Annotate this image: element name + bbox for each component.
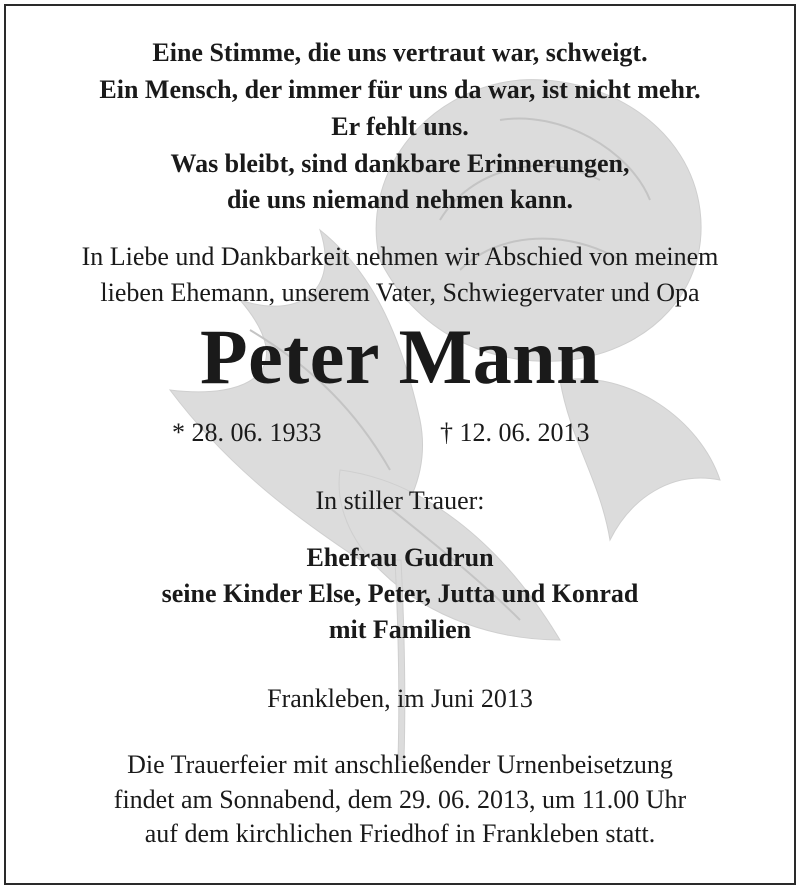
funeral-line: auf dem kirchlichen Friedhof in Frankleben statt. bbox=[144, 819, 656, 848]
verse-line: die uns niemand nehmen kann. bbox=[226, 185, 574, 214]
intro-line: In Liebe und Dankbarkeit nehmen wir Abschied von meinem bbox=[81, 242, 719, 271]
mourning-label: In stiller Trauer: bbox=[315, 486, 485, 515]
intro-line: lieben Ehemann, unserem Vater, Schwiegervater und Opa bbox=[100, 278, 700, 307]
mourner-line: mit Familien bbox=[328, 615, 472, 644]
death-date: † 12. 06. 2013 bbox=[440, 418, 590, 447]
verse-line: Eine Stimme, die uns vertraut war, schweigt. bbox=[152, 38, 648, 67]
place-date: Frankleben, im Juni 2013 bbox=[267, 684, 533, 713]
deceased-name: Peter Mann bbox=[200, 313, 600, 400]
verse-line: Was bleibt, sind dankbare Erinnerungen, bbox=[170, 149, 630, 178]
birth-date: * 28. 06. 1933 bbox=[172, 418, 322, 447]
verse-line: Er fehlt uns. bbox=[331, 112, 469, 141]
life-dates bbox=[0, 420, 800, 450]
mourner-line: Ehefrau Gudrun bbox=[306, 543, 494, 572]
mourner-line: seine Kinder Else, Peter, Jutta und Konrad bbox=[161, 579, 639, 608]
verse-line: Ein Mensch, der immer für uns da war, ist nicht mehr. bbox=[99, 75, 701, 104]
funeral-line: findet am Sonnabend, dem 29. 06. 2013, um 11.00 Uhr bbox=[113, 785, 687, 814]
funeral-line: Die Trauerfeier mit anschließender Urnenbeisetzung bbox=[127, 750, 673, 779]
